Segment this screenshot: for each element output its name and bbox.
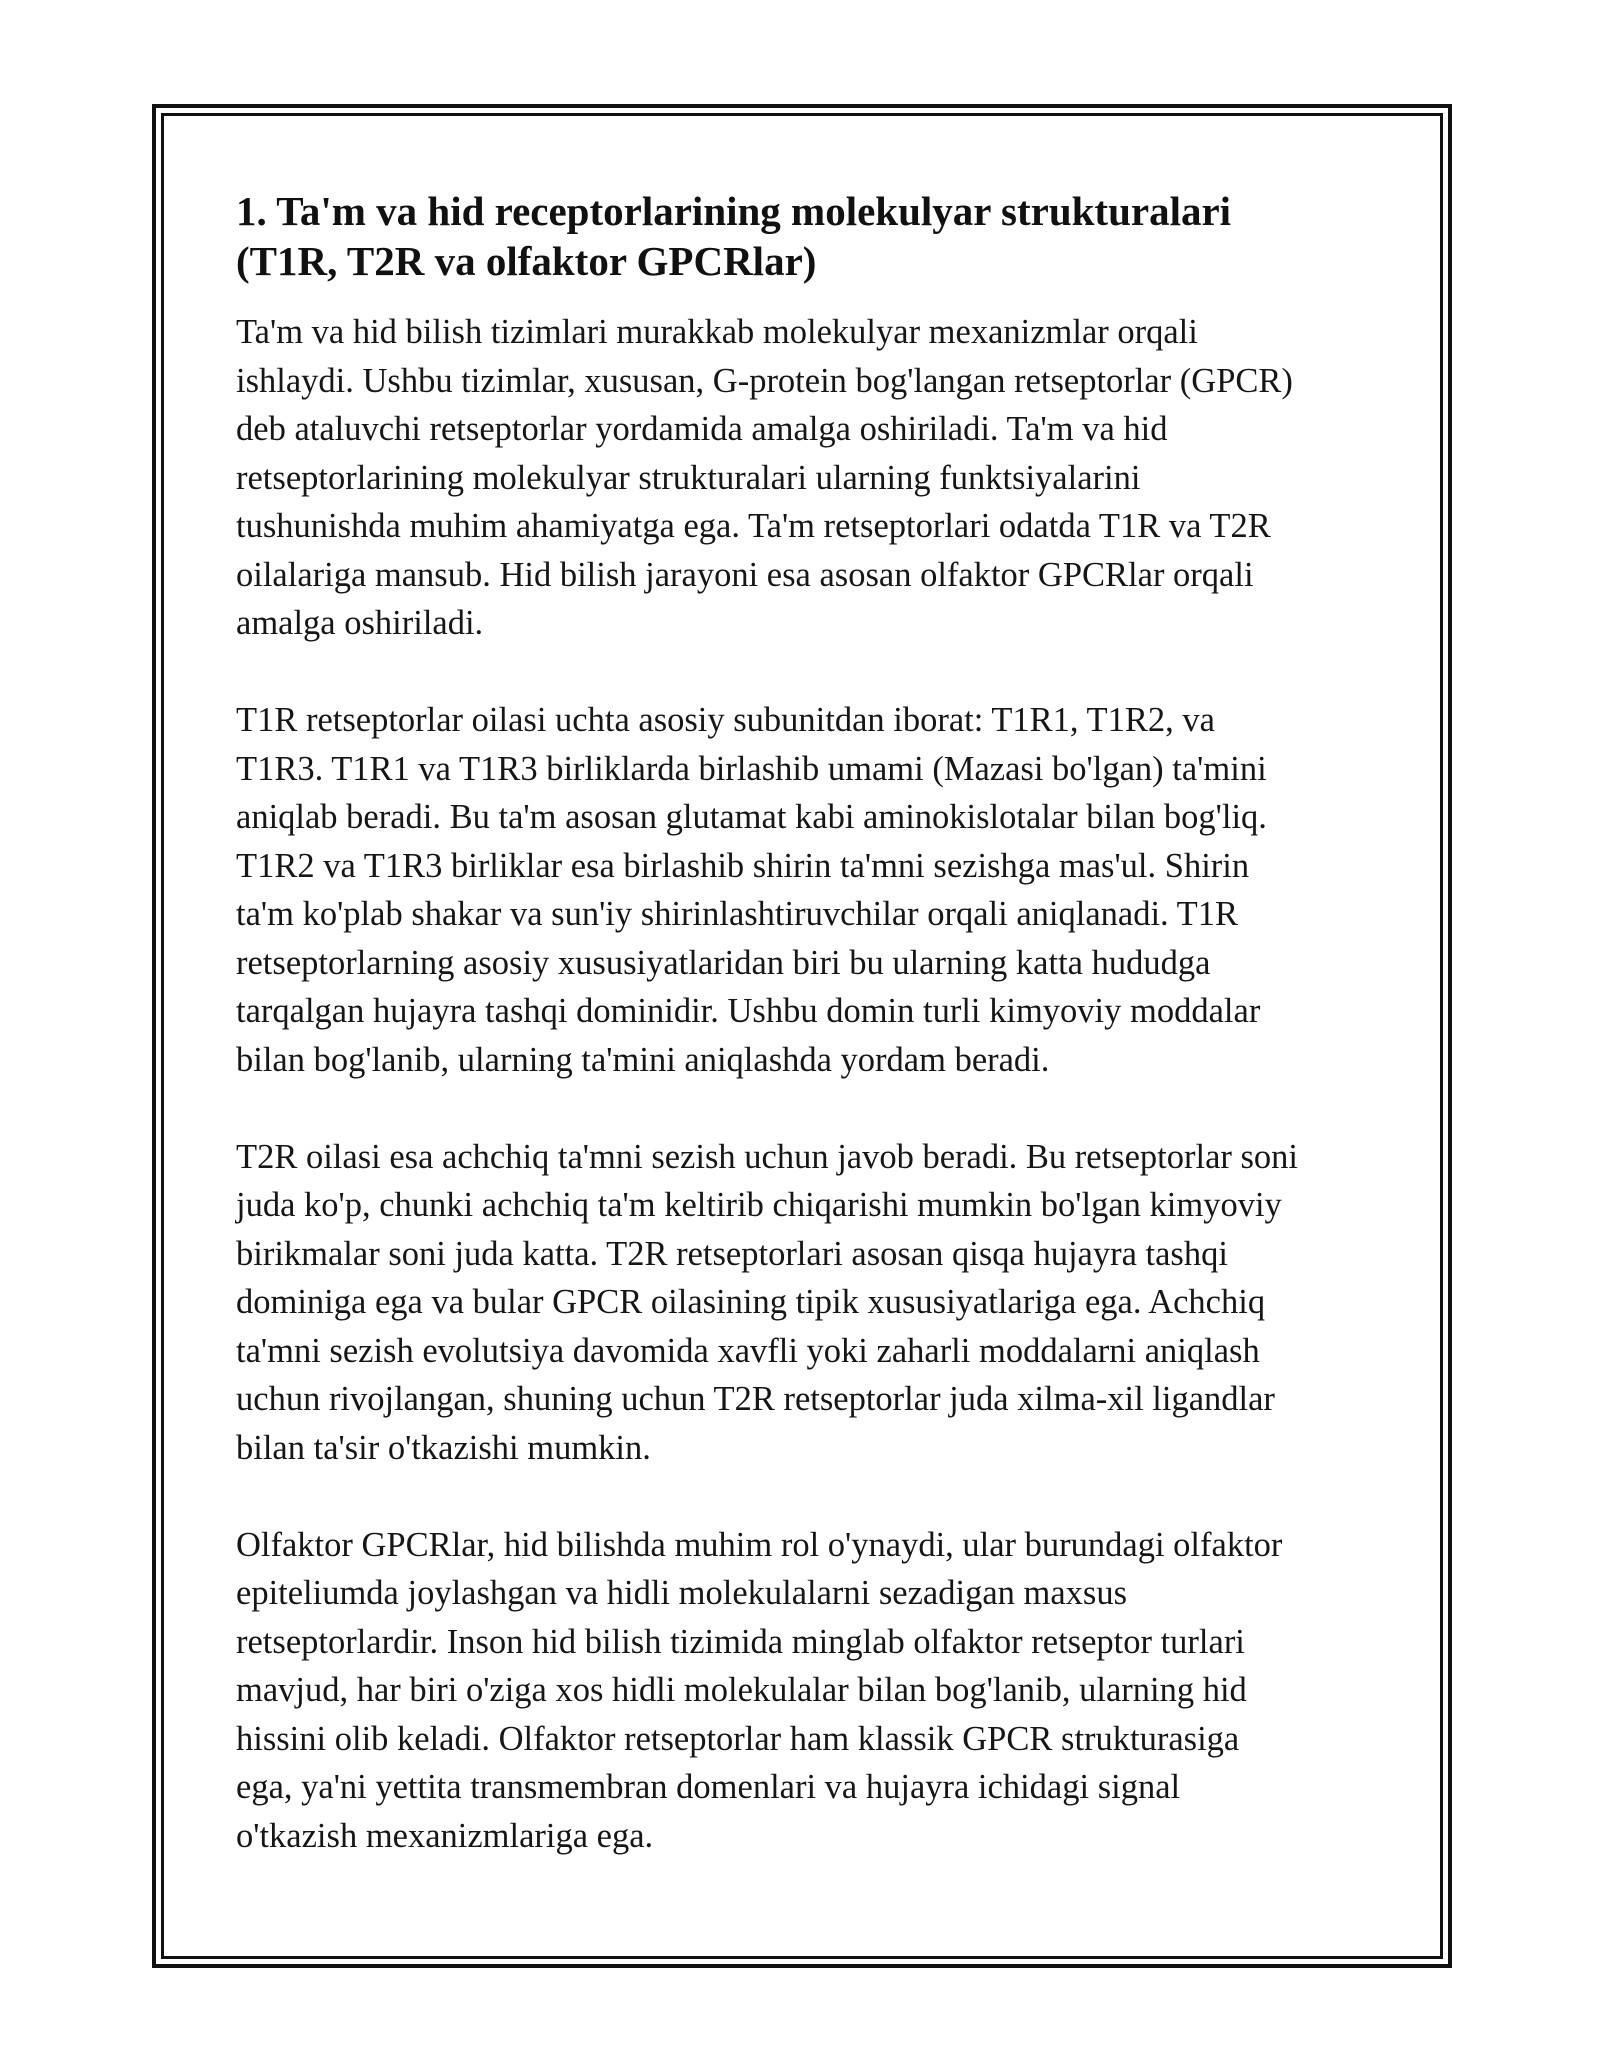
text-line: birikmalar soni juda katta. T2R retseptorlari asosan qisqa hujayra tashqi: [236, 1234, 1228, 1273]
text-line: dominiga ega va bular GPCR oilasining tipik xususiyatlariga ega. Achchiq: [236, 1283, 1266, 1321]
text-line: retseptorlarning asosiy xususiyatlaridan biri bu ularning katta hududga: [236, 943, 1211, 982]
text-line: ega, ya'ni yettita transmembran domenlari va hujayra ichidagi signal: [236, 1768, 1181, 1806]
text-line: deb ataluvchi retseptorlar yordamida amalga oshiriladi. Ta'm va hid: [236, 410, 1168, 448]
section-title-line-1: 1. Ta'm va hid receptorlarining molekulyar strukturalari: [236, 188, 1232, 234]
text-line: T1R2 va T1R3 birliklar esa birlashib shirin ta'mni sezishga mas'ul. Shirin: [236, 846, 1250, 885]
text-line: o'tkazish mexanizmlariga ega.: [236, 1816, 654, 1855]
text-line: oilalariga mansub. Hid bilish jarayoni esa asosan olfaktor GPCRlar orqali: [236, 555, 1254, 594]
text-line: T2R oilasi esa achchiq ta'mni sezish uchun javob beradi. Bu retseptorlar soni: [236, 1137, 1299, 1176]
text-line: uchun rivojlangan, shuning uchun T2R retseptorlar juda xilma-xil ligandlar: [236, 1380, 1275, 1418]
text-line: amalga oshiriladi.: [236, 604, 484, 642]
text-line: tushunishda muhim ahamiyatga ega. Ta'm retseptorlari odatda T1R va T2R: [236, 507, 1271, 545]
text-line: epiteliumda joylashgan va hidli molekulalarni sezadigan maxsus: [236, 1574, 1128, 1612]
section-title: [236, 186, 1376, 286]
text-line: T1R retseptorlar oilasi uchta asosiy subunitdan iborat: T1R1, T1R2, va: [236, 701, 1215, 739]
paragraph-t2r: [236, 1133, 1376, 1473]
text-line: ta'm ko'plab shakar va sun'iy shirinlashtiruvchilar orqali aniqlanadi. T1R: [236, 895, 1238, 933]
text-line: ishlaydi. Ushbu tizimlar, xususan, G-protein bog'langan retseptorlar (GPCR): [236, 361, 1293, 400]
text-line: juda ko'p, chunki achchiq ta'm keltirib chiqarishi mumkin bo'lgan kimyoviy: [236, 1186, 1282, 1224]
text-line: Olfaktor GPCRlar, hid bilishda muhim rol o'ynaydi, ular burundagi olfaktor: [236, 1525, 1283, 1564]
paragraph-olfactory: [236, 1521, 1376, 1861]
text-line: Ta'm va hid bilish tizimlari murakkab molekulyar mexanizmlar orqali: [236, 313, 1198, 351]
text-line: hissini olib keladi. Olfaktor retseptorlar ham klassik GPCR strukturasiga: [236, 1719, 1240, 1758]
text-line: T1R3. T1R1 va T1R3 birliklarda birlashib umami (Mazasi bo'lgan) ta'mini: [236, 749, 1267, 788]
document-body: [236, 186, 1376, 1860]
text-line: retseptorlarining molekulyar strukturalari ularning funktsiyalarini: [236, 458, 1141, 497]
text-line: bilan bog'lanib, ularning ta'mini aniqlashda yordam beradi.: [236, 1040, 1050, 1079]
text-line: mavjud, har biri o'ziga xos hidli molekulalar bilan bog'lanib, ularning hid: [236, 1671, 1247, 1709]
text-line: tarqalgan hujayra tashqi dominidir. Ushbu domin turli kimyoviy moddalar: [236, 992, 1261, 1030]
text-line: ta'mni sezish evolutsiya davomida xavfli yoki zaharli moddalarni aniqlash: [236, 1331, 1260, 1370]
text-line: retseptorlardir. Inson hid bilish tizimida minglab olfaktor retseptor turlari: [236, 1622, 1245, 1661]
section-title-line-2: (T1R, T2R va olfaktor GPCRlar): [236, 238, 817, 284]
paragraph-t1r: [236, 696, 1376, 1084]
text-line: aniqlab beradi. Bu ta'm asosan glutamat kabi aminokislotalar bilan bog'liq.: [236, 798, 1267, 836]
text-line: bilan ta'sir o'tkazishi mumkin.: [236, 1428, 651, 1467]
paragraph-intro: [236, 308, 1376, 648]
